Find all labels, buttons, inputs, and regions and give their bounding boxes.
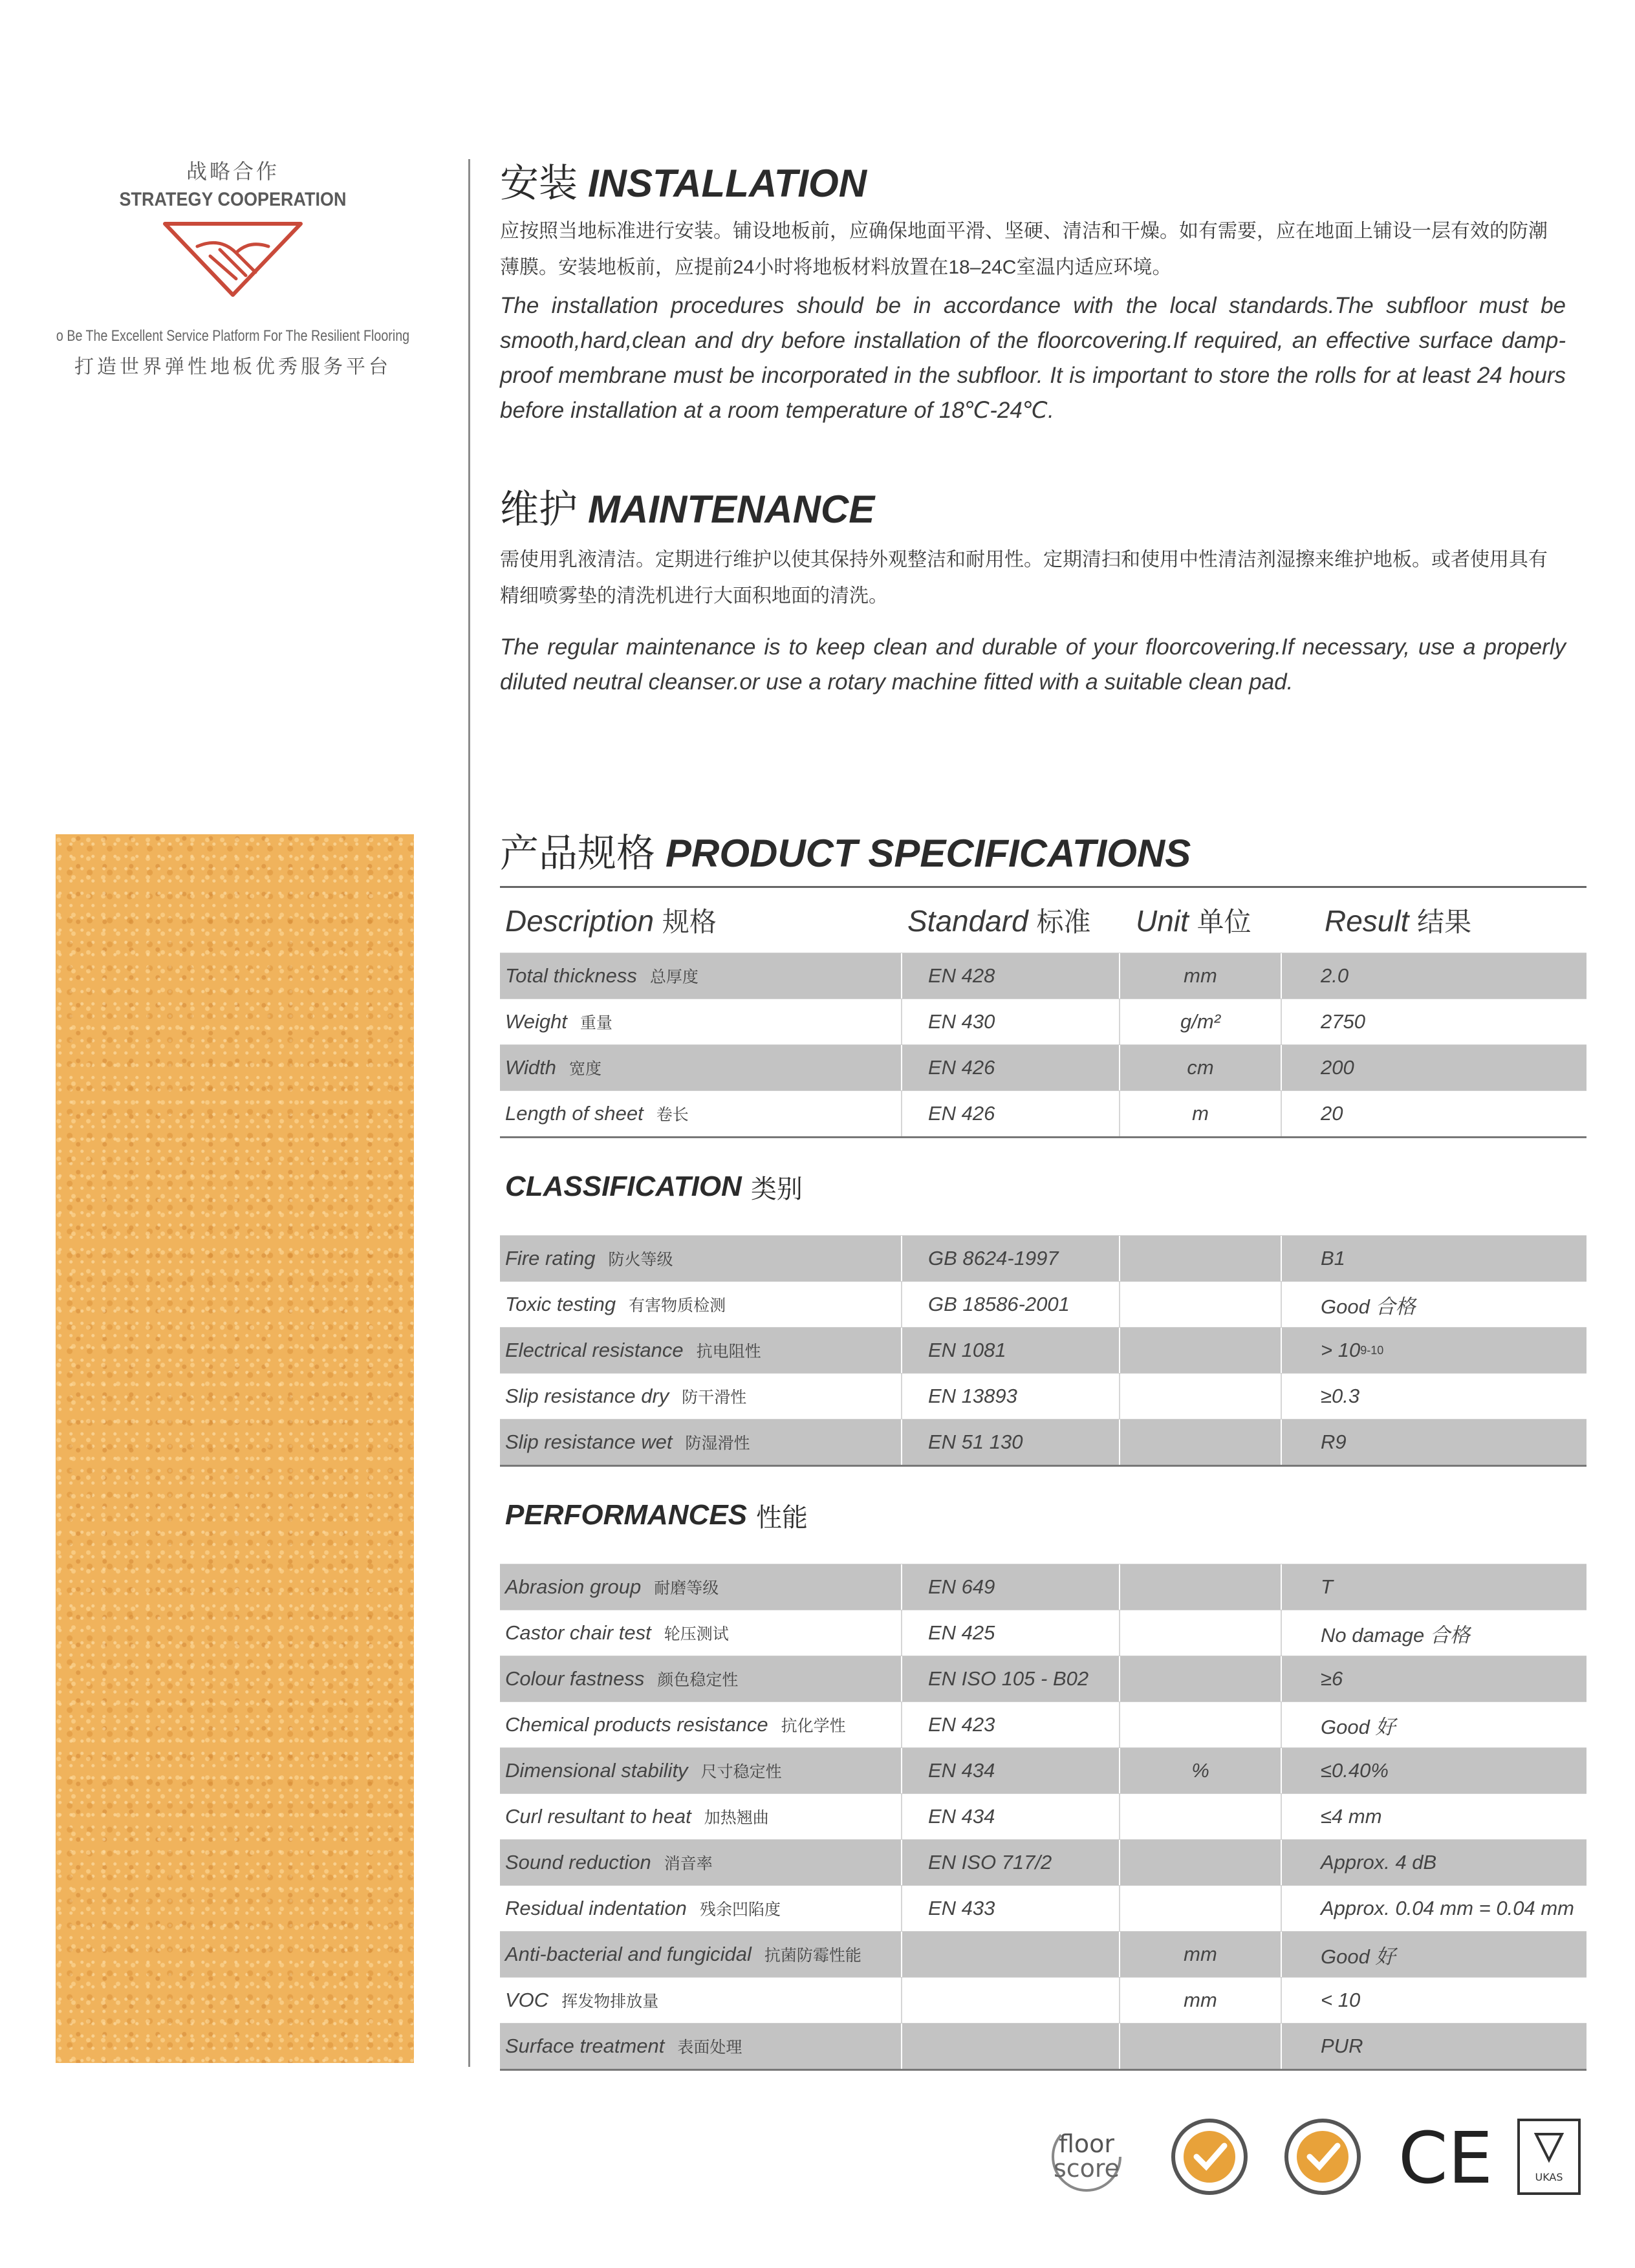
maintenance-title: 维护 MAINTENANCE xyxy=(500,488,875,531)
cell-description xyxy=(500,1374,902,1419)
svg-text:score: score xyxy=(1053,2154,1120,2183)
description-cn: 抗电阻性 xyxy=(696,1343,761,1361)
description-cn: 防干滑性 xyxy=(682,1388,747,1407)
cell-standard: EN 426 xyxy=(902,1091,1120,1136)
cell-description xyxy=(500,1045,902,1090)
cell-result xyxy=(1282,999,1586,1044)
result-value: > 10 xyxy=(1321,1339,1361,1361)
description-en: Abrasion group xyxy=(505,1575,642,1598)
performance-rows xyxy=(500,1564,1586,2071)
result-value: 2.0 xyxy=(1321,964,1349,987)
result-value: PUR xyxy=(1321,2035,1363,2057)
cell-unit xyxy=(1120,1794,1282,1839)
result-value: R9 xyxy=(1321,1431,1347,1453)
maintenance-text-cn: 需使用乳液清洁。定期进行维护以使其保持外观整洁和耐用性。定期清扫和使用中性清洁剂湿擦来维护地板。或者使用具有精细喷雾垫的清洗机进行大面积地面的清洗。 xyxy=(500,549,1548,607)
brand-slogan-en: o Be The Excellent Service Platform For The Resilient Flooring xyxy=(56,327,410,345)
description-en: Sound reduction xyxy=(505,1851,651,1874)
cell-result xyxy=(1282,1702,1586,1747)
result-value: < 10 xyxy=(1321,1989,1361,2011)
handshake-icon xyxy=(158,217,307,301)
description-en: Width xyxy=(505,1056,556,1079)
cell-standard: EN 426 xyxy=(902,1045,1120,1090)
cell-result xyxy=(1282,1978,1586,2023)
description-en: Toxic testing xyxy=(505,1293,616,1315)
description-en: Dimensional stability xyxy=(505,1759,688,1782)
result-exponent: 9-10 xyxy=(1360,1343,1384,1357)
description-en: Fire rating xyxy=(505,1247,596,1269)
spec-tables xyxy=(500,886,1586,2071)
table-row xyxy=(500,999,1586,1044)
cell-description xyxy=(500,1702,902,1747)
cell-standard: EN 425 xyxy=(902,1610,1120,1656)
cell-result xyxy=(1282,1886,1586,1931)
cell-unit: cm xyxy=(1120,1045,1282,1090)
cell-unit xyxy=(1120,1564,1282,1610)
result-value: Good 好 xyxy=(1321,1715,1396,1738)
description-cn: 防湿滑性 xyxy=(685,1434,750,1453)
cell-description xyxy=(500,2024,902,2069)
cell-unit xyxy=(1120,1840,1282,1885)
cell-unit xyxy=(1120,1282,1282,1327)
cell-standard: EN 434 xyxy=(902,1748,1120,1793)
classification-rows xyxy=(500,1235,1586,1467)
cell-result xyxy=(1282,2024,1586,2069)
cell-result xyxy=(1282,953,1586,999)
table-row xyxy=(500,1656,1586,1701)
table-row xyxy=(500,1327,1586,1373)
description-en: Surface treatment xyxy=(505,2035,665,2057)
cell-result xyxy=(1282,1045,1586,1090)
cell-standard xyxy=(902,2024,1120,2069)
cell-description xyxy=(500,1282,902,1327)
cell-description xyxy=(500,1564,902,1610)
cell-standard: EN 51 130 xyxy=(902,1420,1120,1465)
description-cn: 颜色稳定性 xyxy=(657,1671,739,1689)
description-cn: 轮压测试 xyxy=(664,1625,729,1643)
maintenance-text-en: The regular maintenance is to keep clean and durable of your floorcovering.If necessary, use a properly diluted neutral cleanser.or use a rotary machine fitted with a suitable clean pad. xyxy=(500,634,1566,695)
header-standard: Standard 标准 xyxy=(907,904,1091,938)
cell-description xyxy=(500,1610,902,1656)
result-value: 200 xyxy=(1321,1056,1354,1079)
cell-description xyxy=(500,1932,902,1977)
svg-text:UKAS: UKAS xyxy=(1535,2171,1563,2183)
cell-result xyxy=(1282,1564,1586,1610)
cell-description xyxy=(500,1328,902,1373)
cell-unit: % xyxy=(1120,1748,1282,1793)
svg-text:CE: CE xyxy=(1398,2117,1493,2199)
cell-unit xyxy=(1120,1374,1282,1419)
cell-standard: GB 18586-2001 xyxy=(902,1282,1120,1327)
result-value: 2750 xyxy=(1321,1010,1365,1033)
column-divider xyxy=(468,159,470,2067)
description-cn: 防火等级 xyxy=(608,1251,673,1269)
certification-seal-1-icon xyxy=(1167,2115,1251,2199)
description-cn: 重量 xyxy=(579,1014,612,1032)
description-en: Electrical resistance xyxy=(505,1339,684,1361)
cell-standard: EN 433 xyxy=(902,1886,1120,1931)
spec-rows xyxy=(500,953,1586,1138)
result-value: Approx. 0.04 mm = 0.04 mm xyxy=(1321,1897,1574,1919)
description-en: Weight xyxy=(505,1010,567,1033)
description-cn: 有害物质检测 xyxy=(629,1297,726,1315)
table-row xyxy=(500,1977,1586,2023)
cell-description xyxy=(500,1236,902,1281)
performances-title: PERFORMANCES 性能 xyxy=(505,1499,808,1532)
cell-unit xyxy=(1120,2024,1282,2069)
cell-standard xyxy=(902,1932,1120,1977)
description-en: Chemical products resistance xyxy=(505,1713,768,1736)
brand-cn-title: 战略合作 xyxy=(186,160,279,183)
cell-result xyxy=(1282,1840,1586,1885)
cell-result xyxy=(1282,1236,1586,1281)
result-value: T xyxy=(1321,1575,1333,1598)
description-en: Length of sheet xyxy=(505,1102,644,1125)
description-cn: 抗菌防霉性能 xyxy=(764,1947,861,1965)
cell-result xyxy=(1282,1932,1586,1977)
description-cn: 卷长 xyxy=(656,1106,689,1124)
cell-unit xyxy=(1120,1610,1282,1656)
installation-title: 安装 INSTALLATION xyxy=(500,162,867,205)
cell-description xyxy=(500,1978,902,2023)
cell-unit xyxy=(1120,1656,1282,1701)
cell-result xyxy=(1282,1610,1586,1656)
specs-title: 产品规格 PRODUCT SPECIFICATIONS xyxy=(500,832,1191,875)
cell-result xyxy=(1282,1748,1586,1793)
table-row xyxy=(500,1885,1586,1931)
svg-text:floor: floor xyxy=(1058,2130,1115,2158)
installation-text-en: The installation procedures should be in accordance with the local standards.The subfloor must be smooth,hard,clean and dry before installation of the floorcovering.If required, an effective surface damp-proof membrane must be incorporated in the subfloor. It is important to store the rolls for at least 24 hours before installation at a room temperature of 18℃-24℃. xyxy=(500,293,1566,423)
certification-seal-2-icon xyxy=(1281,2115,1365,2199)
floor-sample-swatch xyxy=(56,834,414,2063)
description-en: Total thickness xyxy=(505,964,637,987)
ce-mark-icon xyxy=(1394,2115,1497,2199)
header-unit: Unit 单位 xyxy=(1136,904,1251,938)
result-value: Good 合格 xyxy=(1321,1295,1416,1318)
description-en: VOC xyxy=(505,1989,549,2011)
table-row xyxy=(500,1701,1586,1747)
cell-result xyxy=(1282,1656,1586,1701)
cell-unit xyxy=(1120,1328,1282,1373)
table-row xyxy=(500,1373,1586,1419)
result-value: B1 xyxy=(1321,1247,1345,1269)
table-row xyxy=(500,1931,1586,1977)
cell-unit xyxy=(1120,1420,1282,1465)
cell-unit xyxy=(1120,1702,1282,1747)
description-cn: 残余凹陷度 xyxy=(699,1901,781,1919)
cell-unit: mm xyxy=(1120,953,1282,999)
ukas-logo xyxy=(1513,2115,1585,2199)
cell-result xyxy=(1282,1328,1586,1373)
table-row xyxy=(500,1839,1586,1885)
description-cn: 加热翘曲 xyxy=(704,1809,769,1827)
cell-description xyxy=(500,999,902,1044)
cell-result xyxy=(1282,1282,1586,1327)
result-value: Good 好 xyxy=(1321,1945,1396,1968)
cell-standard xyxy=(902,1978,1120,2023)
cell-description xyxy=(500,1420,902,1465)
table-row xyxy=(500,1235,1586,1281)
classification-title: CLASSIFICATION 类别 xyxy=(505,1171,803,1204)
result-value: No damage 合格 xyxy=(1321,1623,1470,1647)
brand-en-title: STRATEGY COOPERATION xyxy=(119,189,347,210)
brand-slogan-cn: 打造世界弹性地板优秀服务平台 xyxy=(74,356,391,378)
cell-standard: EN ISO 105 - B02 xyxy=(902,1656,1120,1701)
description-en: Curl resultant to heat xyxy=(505,1805,691,1828)
description-en: Slip resistance dry xyxy=(505,1385,669,1407)
table-row xyxy=(500,1281,1586,1327)
table-row xyxy=(500,2023,1586,2069)
cell-standard: EN 428 xyxy=(902,953,1120,999)
cell-unit xyxy=(1120,1236,1282,1281)
cell-result xyxy=(1282,1794,1586,1839)
table-row xyxy=(500,1044,1586,1090)
table-row xyxy=(500,1090,1586,1136)
result-value: 20 xyxy=(1321,1102,1343,1125)
cell-standard: GB 8624-1997 xyxy=(902,1236,1120,1281)
table-row xyxy=(500,1419,1586,1465)
table-row xyxy=(500,1610,1586,1656)
table-row xyxy=(500,1747,1586,1793)
cell-standard: EN 649 xyxy=(902,1564,1120,1610)
table-row xyxy=(500,1793,1586,1839)
result-value: ≥6 xyxy=(1321,1667,1343,1690)
cell-standard: EN 430 xyxy=(902,999,1120,1044)
cell-result xyxy=(1282,1420,1586,1465)
result-value: ≤0.40% xyxy=(1321,1759,1389,1782)
description-cn: 表面处理 xyxy=(677,2038,742,2057)
cell-description xyxy=(500,1840,902,1885)
cell-unit: m xyxy=(1120,1091,1282,1136)
installation-text-cn: 应按照当地标准进行安装。铺设地板前，应确保地面平滑、坚硬、清洁和干燥。如有需要，应在地面上铺设一层有效的防潮薄膜。安装地板前，应提前24小时将地板材料放置在18–24C室温内适应环境。 xyxy=(500,221,1548,278)
cell-description xyxy=(500,1091,902,1136)
cell-standard: EN 13893 xyxy=(902,1374,1120,1419)
result-value: ≥0.3 xyxy=(1321,1385,1360,1407)
description-en: Colour fastness xyxy=(505,1667,645,1690)
spec-table-header xyxy=(500,886,1586,953)
description-en: Slip resistance wet xyxy=(505,1431,673,1453)
brand-block xyxy=(0,155,466,379)
description-cn: 宽度 xyxy=(568,1060,601,1078)
cell-unit: mm xyxy=(1120,1932,1282,1977)
description-cn: 总厚度 xyxy=(649,968,698,986)
header-description: Description 规格 xyxy=(505,904,717,938)
cell-result xyxy=(1282,1374,1586,1419)
description-cn: 消音率 xyxy=(664,1855,713,1873)
cell-unit: g/m² xyxy=(1120,999,1282,1044)
floorscore-logo xyxy=(1035,2115,1138,2199)
description-cn: 耐磨等级 xyxy=(654,1579,719,1597)
table-row xyxy=(500,953,1586,999)
result-value: ≤4 mm xyxy=(1321,1805,1382,1828)
cell-description xyxy=(500,1656,902,1701)
result-value: Approx. 4 dB xyxy=(1321,1851,1437,1874)
header-result: Result 结果 xyxy=(1325,904,1472,938)
cell-unit xyxy=(1120,1886,1282,1931)
cell-description xyxy=(500,1794,902,1839)
cell-standard: EN 423 xyxy=(902,1702,1120,1747)
description-cn: 抗化学性 xyxy=(781,1717,846,1735)
certification-logos xyxy=(1035,2115,1591,2205)
description-en: Castor chair test xyxy=(505,1621,651,1644)
description-cn: 挥发物排放量 xyxy=(561,1993,659,2011)
cell-description xyxy=(500,1886,902,1931)
description-en: Anti-bacterial and fungicidal xyxy=(505,1943,752,1965)
cell-standard: EN 1081 xyxy=(902,1328,1120,1373)
cell-description xyxy=(500,953,902,999)
cell-standard: EN ISO 717/2 xyxy=(902,1840,1120,1885)
description-cn: 尺寸稳定性 xyxy=(700,1763,782,1781)
cell-result xyxy=(1282,1091,1586,1136)
cell-standard: EN 434 xyxy=(902,1794,1120,1839)
table-row xyxy=(500,1564,1586,1610)
description-en: Residual indentation xyxy=(505,1897,687,1919)
cell-unit: mm xyxy=(1120,1978,1282,2023)
cell-description xyxy=(500,1748,902,1793)
